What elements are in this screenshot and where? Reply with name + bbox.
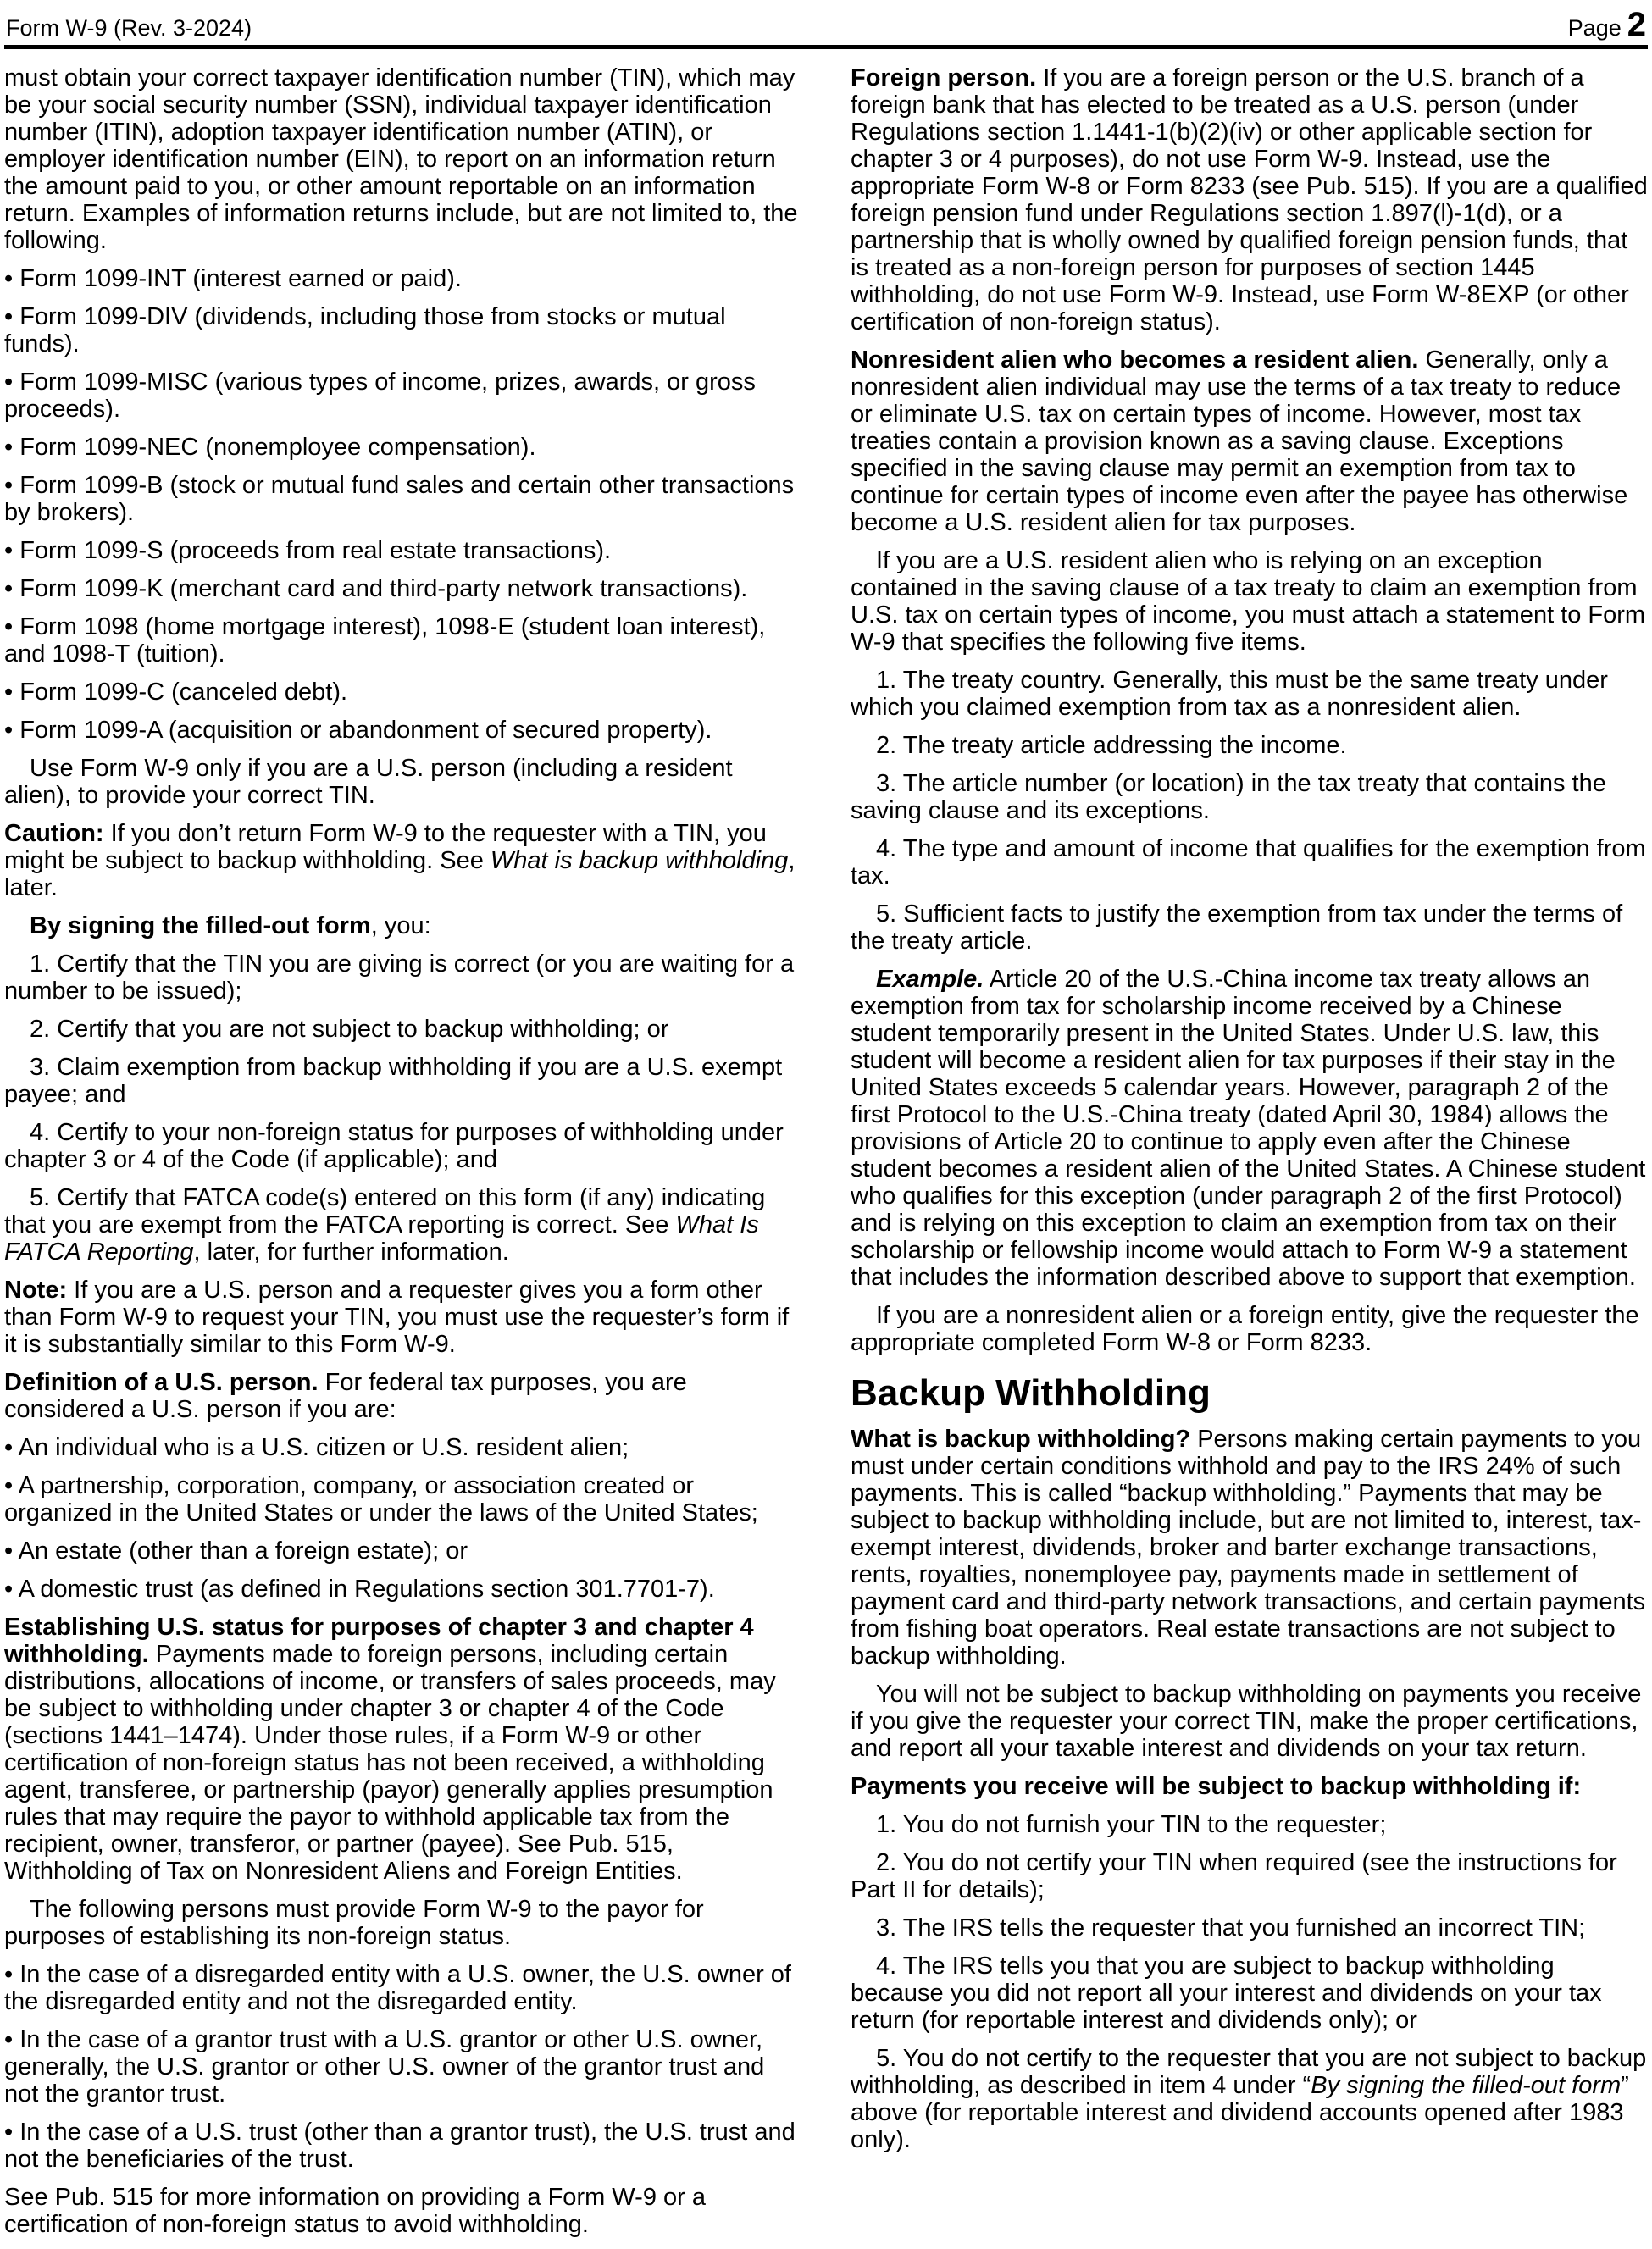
text-run: If you are a U.S. resident alien who is relying on an exception contained in the saving clause of a tax treaty to claim an exemption from U.S. tax on certain types of income, you must attach a statement to Form W-9 that specifies the following five items.	[851, 547, 1646, 656]
bullet-icon: •	[4, 613, 20, 640]
text-run: Form 1099-A (acquisition or abandonment of secured property).	[19, 717, 712, 744]
text-run: You will not be subject to backup withholding on payments you receive if you give the requester your correct TIN, make the proper certifications, and report all your taxable interest and dividends on your tax return.	[851, 1681, 1642, 1762]
text-run: 1. Certify that the TIN you are giving is correct (or you are waiting for a number to be issued);	[4, 950, 795, 1005]
bullet-item	[4, 1576, 801, 1603]
text-run: Article 20 of the U.S.-China income tax treaty allows an exemption from tax for scholarship income received by a Chinese student temporarily present in the United States. Under U.S. law, this student will become a resident alien for tax purposes if their stay in the United States exceeds 5 calendar years. However, paragraph 2 of the first Protocol to the U.S.-China treaty (dated April 30, 1984) allows the provisions of Article 20 to continue to apply even after the Chinese student becomes a resident alien of the United States. A Chinese student who qualifies for this exception (under paragraph 2 of the first Protocol) and is relying on this exception to claim an exemption from tax on their scholarship or fellowship income would attach to Form W-9 a statement that includes the information described above to support that exemption.	[851, 966, 1646, 1291]
text-run: 5. You do not certify to the requester that you are not subject to backup withholding, as described in item 4 under “	[851, 2045, 1647, 2099]
left-column	[4, 64, 801, 2249]
text-run: 3. Claim exemption from backup withholding if you are a U.S. exempt payee; and	[4, 1054, 783, 1108]
text-run: Generally, only a nonresident alien individual may use the terms of a tax treaty to reduce or eliminate U.S. tax on certain types of income. However, most tax treaties contain a provision known as a saving clause. Exceptions specified in the saving clause may permit an exemption from tax to continue for certain types of income even after the payee has otherwise become a U.S. resident alien for tax purposes.	[851, 346, 1628, 536]
bullet-item	[4, 2026, 801, 2108]
paragraph	[4, 755, 801, 809]
text-run: An estate (other than a foreign estate); or	[18, 1537, 468, 1565]
bullet-item	[4, 434, 801, 461]
text-run: Persons making certain payments to you must under certain conditions withhold and pay to the IRS 24% of such payments. This is called “backup withholding.” Payments that may be subject to backup withholding include, but are not limited to, interest, tax-exempt interest, dividends, broker and barter exchange transactions, rents, royalties, nonemployee pay, payments made in settlement of payment card and third-party network transactions, and certain payments from fishing boat operators. Real estate transactions are not subject to backup withholding.	[851, 1426, 1646, 1670]
text-run: Form 1099-C (canceled debt).	[19, 679, 348, 706]
text-run: Payments you receive will be subject to backup withholding if:	[851, 1773, 1582, 1800]
bullet-item	[4, 368, 801, 423]
paragraph	[851, 547, 1648, 656]
text-run: Caution:	[4, 820, 104, 847]
paragraph	[4, 1369, 801, 1423]
bullet-item	[4, 1472, 801, 1526]
text-run: If you don’t return Form W-9 to the requester with a TIN, you might be subject to backup withholding. See	[4, 820, 767, 874]
text-run: Backup Withholding	[851, 1372, 1211, 1414]
bullet-item	[4, 303, 801, 357]
text-run: Form 1099-INT (interest earned or paid).	[19, 265, 462, 292]
bullet-icon: •	[4, 1537, 19, 1565]
paragraph	[4, 2184, 801, 2238]
paragraph	[851, 1811, 1648, 1838]
bullet-item	[4, 1537, 801, 1565]
text-run: Example.	[876, 966, 984, 993]
paragraph	[4, 1016, 801, 1043]
paragraph	[851, 732, 1648, 759]
paragraph	[851, 2045, 1648, 2153]
text-run: 1. You do not furnish your TIN to the requester;	[876, 1811, 1387, 1838]
paragraph	[4, 820, 801, 901]
bullet-icon: •	[4, 717, 20, 744]
paragraph	[4, 1119, 801, 1173]
bullet-icon: •	[4, 1472, 19, 1499]
text-run: Payments made to foreign persons, including certain distributions, allocations of income, or transfers of sales proceeds, may be subject to withholding under chapter 3 or chapter 4 of the Code (sections 1441–1474). Under those rules, if a Form W-9 or other certification of non-foreign status has not been received, a withholding agent, transferee, or partnership (payor) generally applies presumption rules that may require the payor to withhold applicable tax from the recipient, owner, transferor, or partner (payee). See Pub. 515, Withholding of Tax on Nonresident Aliens and Foreign Entities.	[4, 1641, 776, 1885]
text-run: If you are a foreign person or the U.S. branch of a foreign bank that has elected to be treated as a U.S. person (under Regulations section 1.1441-1(b)(2)(iv) or other applicable section for chapter 3 or 4 purposes), do not use Form W-9. Instead, use the appropriate Form W-8 or Form 8233 (see Pub. 515). If you are a qualified foreign pension fund under Regulations section 1.897(l)-1(d), or a partnership that is wholly owned by qualified foreign pension funds, that is treated as a non-foreign person for purposes of section 1445 withholding, do not use Form W-9. Instead, use Form W-8EXP (or other certification of non-foreign status).	[851, 64, 1648, 335]
text-run: , later, for further information.	[193, 1238, 509, 1266]
paragraph	[851, 1773, 1648, 1800]
bullet-icon: •	[4, 472, 20, 499]
paragraph	[851, 64, 1648, 335]
right-column	[851, 64, 1648, 2249]
page-header	[4, 0, 1648, 49]
text-run: 2. Certify that you are not subject to backup withholding; or	[30, 1016, 669, 1043]
paragraph	[851, 1681, 1648, 1762]
paragraph	[851, 770, 1648, 824]
bullet-icon: •	[4, 265, 20, 292]
paragraph	[4, 1054, 801, 1108]
text-run: In the case of a disregarded entity with a U.S. owner, the U.S. owner of the disregarded entity and not the disregarded entity.	[4, 1961, 791, 2015]
bullet-item	[4, 1434, 801, 1461]
text-run: By signing the filled-out form	[1311, 2072, 1622, 2099]
text-run: 4. The type and amount of income that qualifies for the exemption from tax.	[851, 835, 1646, 889]
text-run: If you are a U.S. person and a requester gives you a form other than Form W-9 to request your TIN, you must use the requester’s form if it is substantially similar to this Form W-9.	[4, 1277, 790, 1358]
text-run: What is backup withholding?	[851, 1426, 1191, 1453]
text-run: ” above (for reportable interest and dividend accounts opened after 1983 only).	[851, 2072, 1629, 2153]
paragraph	[851, 346, 1648, 536]
text-run: , later.	[4, 847, 796, 901]
text-run: What is backup withholding	[490, 847, 789, 874]
bullet-icon: •	[4, 1576, 19, 1603]
page-label: Page	[1567, 15, 1622, 41]
two-column-body	[4, 64, 1648, 2249]
text-run: In the case of a U.S. trust (other than a grantor trust), the U.S. trust and not the beneficiaries of the trust.	[4, 2119, 796, 2173]
text-run: Nonresident alien who becomes a resident alien.	[851, 346, 1419, 374]
bullet-item	[4, 575, 801, 602]
text-run: Form 1099-NEC (nonemployee compensation).	[19, 434, 536, 461]
text-run: By signing the filled-out form	[30, 912, 371, 939]
paragraph	[851, 900, 1648, 955]
text-run: 5. Sufficient facts to justify the exemption from tax under the terms of the treaty article.	[851, 900, 1623, 955]
paragraph	[4, 950, 801, 1005]
bullet-icon: •	[4, 537, 20, 564]
paragraph	[4, 64, 801, 254]
bullet-item	[4, 679, 801, 706]
text-run: Note:	[4, 1277, 68, 1304]
bullet-icon: •	[4, 368, 20, 396]
form-id: Form W-9 (Rev. 3-2024)	[6, 15, 252, 41]
paragraph	[851, 835, 1648, 889]
bullet-icon: •	[4, 2119, 20, 2146]
bullet-item	[4, 2119, 801, 2173]
bullet-item	[4, 265, 801, 292]
bullet-item	[4, 717, 801, 744]
text-run: Use Form W-9 only if you are a U.S. person (including a resident alien), to provide your correct TIN.	[4, 755, 733, 809]
text-run: A domestic trust (as defined in Regulations section 301.7701-7).	[18, 1576, 715, 1603]
text-run: 3. The article number (or location) in the tax treaty that contains the saving clause and its exceptions.	[851, 770, 1606, 824]
paragraph	[4, 1184, 801, 1266]
text-run: 2. The treaty article addressing the income.	[876, 732, 1347, 759]
paragraph	[851, 1426, 1648, 1670]
text-run: Form 1099-MISC (various types of income, prizes, awards, or gross proceeds).	[4, 368, 756, 423]
bullet-icon: •	[4, 303, 20, 330]
text-run: An individual who is a U.S. citizen or U.S. resident alien;	[18, 1434, 629, 1461]
paragraph	[851, 966, 1648, 1291]
page-indicator	[1568, 6, 1646, 44]
text-run: The following persons must provide Form W-9 to the payor for purposes of establishing its non-foreign status.	[4, 1896, 704, 1950]
page-number: 2	[1627, 6, 1646, 43]
text-run: See Pub. 515 for more information on providing a Form W-9 or a certification of non-foreign status to avoid withholding.	[4, 2184, 706, 2238]
text-run: Establishing U.S. status for purposes of chapter 3 and chapter 4 withholding.	[4, 1614, 754, 1668]
paragraph	[4, 1896, 801, 1950]
text-run: Form 1099-S (proceeds from real estate transactions).	[19, 537, 612, 564]
text-run: What Is FATCA Reporting	[4, 1211, 759, 1266]
bullet-icon: •	[4, 679, 20, 706]
bullet-icon: •	[4, 2026, 20, 2053]
text-run: Form 1099-K (merchant card and third-party network transactions).	[19, 575, 748, 602]
bullet-item	[4, 537, 801, 564]
text-run: For federal tax purposes, you are considered a U.S. person if you are:	[4, 1369, 687, 1423]
paragraph	[4, 1614, 801, 1885]
paragraph	[851, 1849, 1648, 1903]
text-run: In the case of a grantor trust with a U.S. grantor or other U.S. owner, generally, the U.S. grantor or other U.S. owner of the grantor trust and not the grantor trust.	[4, 2026, 765, 2108]
text-run: Definition of a U.S. person.	[4, 1369, 319, 1396]
text-run: If you are a nonresident alien or a foreign entity, give the requester the appropriate completed Form W-8 or Form 8233.	[851, 1302, 1639, 1356]
text-run: 4. The IRS tells you that you are subject to backup withholding because you did not report all your interest and dividends on your tax return (for reportable interest and dividends only); or	[851, 1953, 1602, 2034]
paragraph	[851, 1302, 1648, 1356]
paragraph	[851, 1953, 1648, 2034]
bullet-item	[4, 613, 801, 667]
text-run: Form 1099-DIV (dividends, including those from stocks or mutual funds).	[4, 303, 726, 357]
text-run: Form 1098 (home mortgage interest), 1098-E (student loan interest), and 1098-T (tuition).	[4, 613, 766, 667]
section-heading	[851, 1373, 1648, 1414]
text-run: 3. The IRS tells the requester that you furnished an incorrect TIN;	[876, 1914, 1586, 1942]
text-run: 1. The treaty country. Generally, this must be the same treaty under which you claimed exemption from tax as a nonresident alien.	[851, 667, 1608, 721]
bullet-item	[4, 1961, 801, 2015]
text-run: A partnership, corporation, company, or association created or organized in the United States or under the laws of the United States;	[4, 1472, 758, 1526]
text-run: , you:	[370, 912, 431, 939]
text-run: Form 1099-B (stock or mutual fund sales and certain other transactions by brokers).	[4, 472, 795, 526]
bullet-icon: •	[4, 434, 20, 461]
bullet-icon: •	[4, 1434, 19, 1461]
text-run: 5. Certify that FATCA code(s) entered on this form (if any) indicating that you are exempt from the FATCA reporting is correct. See	[4, 1184, 766, 1238]
bullet-icon: •	[4, 575, 20, 602]
text-run: Foreign person.	[851, 64, 1037, 91]
bullet-icon: •	[4, 1961, 20, 1988]
text-run: 4. Certify to your non-foreign status for purposes of withholding under chapter 3 or 4 of the Code (if applicable); and	[4, 1119, 784, 1173]
paragraph	[4, 912, 801, 939]
paragraph	[851, 667, 1648, 721]
text-run: 2. You do not certify your TIN when required (see the instructions for Part II for details);	[851, 1849, 1617, 1903]
paragraph	[851, 1914, 1648, 1942]
paragraph	[4, 1277, 801, 1358]
bullet-item	[4, 472, 801, 526]
text-run: must obtain your correct taxpayer identification number (TIN), which may be your social security number (SSN), individual taxpayer identification number (ITIN), adoption taxpayer identification number (ATIN), or employer identification number (EIN), to report on an information return the amount paid to you, or other amount reportable on an information return. Examples of information returns include, but are not limited to, the following.	[4, 64, 798, 254]
